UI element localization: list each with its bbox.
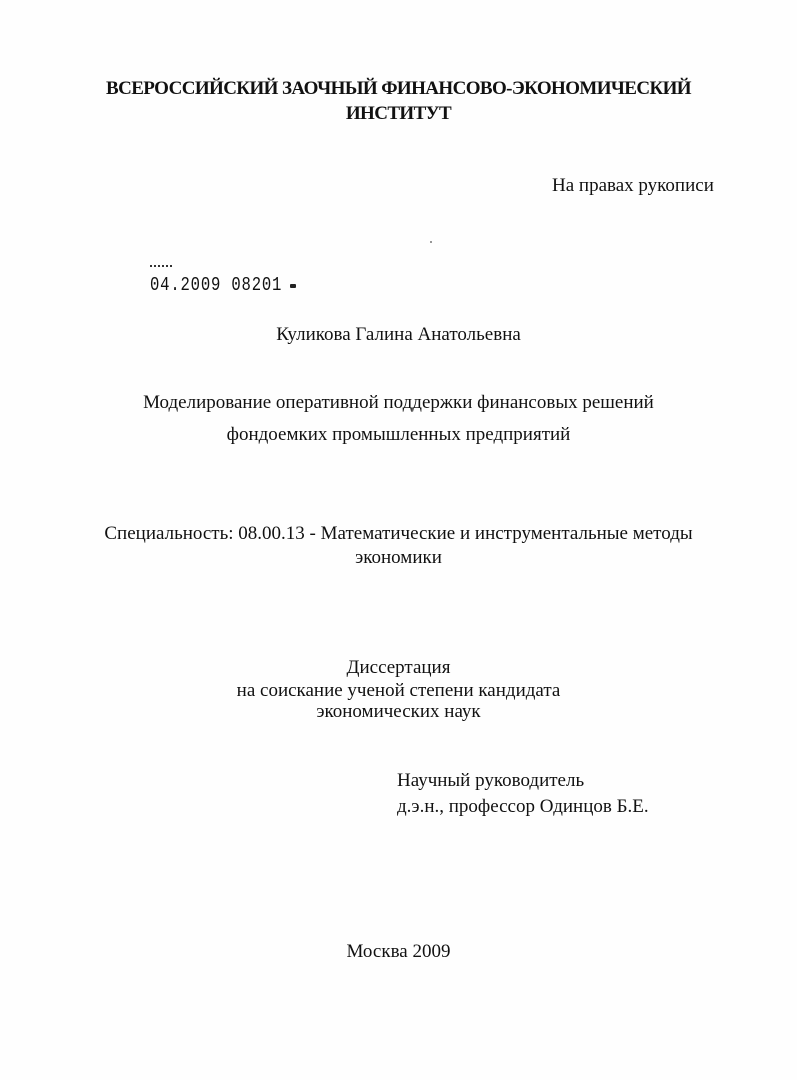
specialty-line-1: Специальность: 08.00.13 - Математические и инструментальные методы [104, 523, 693, 544]
dissertation-label: Диссертация [346, 657, 451, 678]
dissertation-title-line-2: фондоемких промышленных предприятий [226, 424, 571, 445]
stamp-mark-icon [290, 284, 296, 288]
institute-name-line-2: ИНСТИТУТ [345, 103, 452, 124]
supervisor-name: д.э.н., профессор Одинцов Б.Е. [397, 796, 649, 817]
scan-speck [430, 241, 432, 243]
manuscript-note: На правах рукописи [552, 175, 714, 196]
degree-field-line: экономических наук [316, 701, 481, 722]
library-stamp: 04.2009 08201 [150, 274, 283, 296]
institute-name-line-1: ВСЕРОССИЙСКИЙ ЗАОЧНЫЙ ФИНАНСОВО-ЭКОНОМИЧЕСКИЙ [106, 78, 691, 99]
dissertation-title-line-1: Моделирование оперативной поддержки финансовых решений [143, 392, 654, 413]
supervisor-label: Научный руководитель [397, 770, 585, 791]
specialty-line-2: экономики [355, 547, 442, 568]
place-year: Москва 2009 [346, 941, 451, 962]
author-name: Куликова Галина Анатольевна [276, 324, 521, 345]
stamp-marks [150, 265, 172, 271]
degree-line: на соискание ученой степени кандидата [236, 680, 561, 701]
